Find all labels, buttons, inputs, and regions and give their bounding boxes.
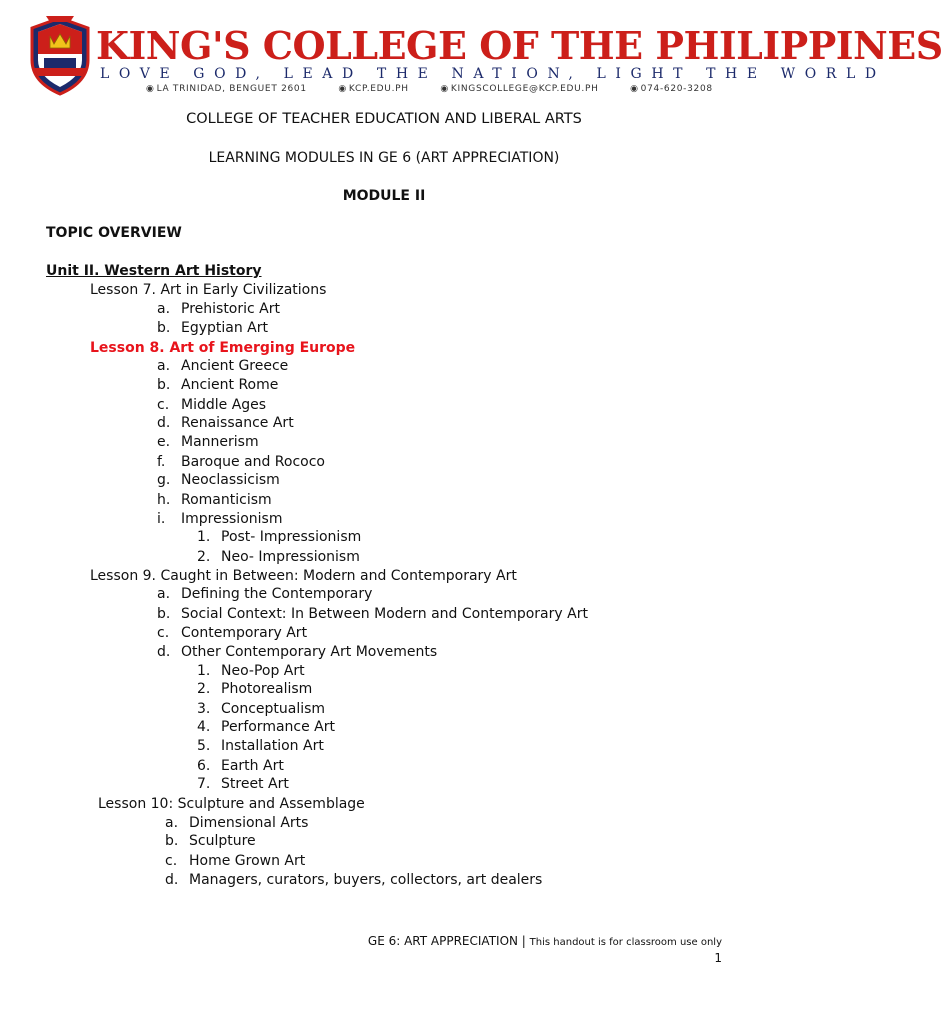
college-seal-logo: [26, 14, 94, 96]
footer-course: GE 6: ART APPRECIATION |: [367, 934, 526, 948]
sub-list-item: 4. Performance Art: [197, 719, 335, 735]
sub-list-item: 3. Conceptualism: [197, 701, 326, 717]
page-number: 1: [714, 951, 722, 965]
page-footer: [368, 933, 722, 951]
website[interactable]: ◉ KCP.EDU.PH: [338, 84, 409, 94]
sub-list-item: 5. Installation Art: [197, 738, 324, 754]
section-heading: TOPIC OVERVIEW: [46, 225, 182, 241]
list-item: b. Sculpture: [165, 833, 256, 849]
sub-list-item: 7. Street Art: [197, 776, 289, 792]
phone-icon: ◉: [630, 84, 639, 94]
list-item: c. Middle Ages: [157, 397, 267, 413]
contact-info: [146, 83, 760, 95]
list-item: b. Social Context: In Between Modern and Contemporary Art: [157, 606, 588, 622]
globe-icon: ◉: [338, 84, 347, 94]
location-icon: ◉: [146, 84, 155, 94]
list-item: d. Managers, curators, buyers, collectors, art dealers: [165, 872, 543, 888]
module-number: MODULE II: [342, 188, 426, 204]
sub-list-item: 1. Neo-Pop Art: [197, 663, 305, 679]
sub-list-item: 6. Earth Art: [197, 758, 284, 774]
list-item: c. Contemporary Art: [157, 625, 308, 641]
list-item: e. Mannerism: [157, 434, 259, 450]
module-title: LEARNING MODULES IN GE 6 (ART APPRECIATION): [208, 150, 560, 166]
list-item: b. Ancient Rome: [157, 377, 279, 393]
phone: ◉ 074-620-3208: [630, 84, 713, 94]
unit-heading: Unit II. Western Art History: [46, 263, 262, 279]
list-item: c. Home Grown Art: [165, 853, 306, 869]
list-item: b. Egyptian Art: [157, 320, 269, 336]
letterhead: [0, 0, 943, 110]
email[interactable]: ◉ KINGSCOLLEGE@KCP.EDU.PH: [440, 84, 599, 94]
college-heading: COLLEGE OF TEACHER EDUCATION AND LIBERAL ARTS: [186, 111, 582, 127]
list-item: i. Impressionism: [157, 511, 283, 527]
list-item: a. Defining the Contemporary: [157, 586, 373, 602]
lesson-title: Lesson 9. Caught in Between: Modern and Contemporary Art: [90, 568, 517, 584]
sub-list-item: 2. Photorealism: [197, 681, 313, 697]
lesson-title: Lesson 7. Art in Early Civilizations: [90, 282, 327, 298]
list-item: g. Neoclassicism: [157, 472, 280, 488]
footer-note: This handout is for classroom use only: [529, 937, 722, 948]
list-item: a. Dimensional Arts: [165, 815, 309, 831]
list-item: f. Baroque and Rococo: [157, 454, 325, 470]
list-item: h. Romanticism: [157, 492, 272, 508]
list-item: d. Other Contemporary Art Movements: [157, 644, 438, 660]
sub-list-item: 2. Neo- Impressionism: [197, 549, 360, 565]
list-item: d. Renaissance Art: [157, 415, 294, 431]
list-item: a. Ancient Greece: [157, 358, 289, 374]
college-name: KING'S COLLEGE OF THE PHILIPPINES: [96, 23, 943, 68]
lesson-title: Lesson 10: Sculpture and Assemblage: [98, 796, 365, 812]
college-motto: LOVE GOD, LEAD THE NATION, LIGHT THE WORLD: [100, 66, 886, 82]
address: ◉ LA TRINIDAD, BENGUET 2601: [146, 84, 307, 94]
list-item: a. Prehistoric Art: [157, 301, 280, 317]
email-icon: ◉: [440, 84, 449, 94]
sub-list-item: 1. Post- Impressionism: [197, 529, 362, 545]
lesson-title-highlighted: Lesson 8. Art of Emerging Europe: [90, 340, 356, 356]
